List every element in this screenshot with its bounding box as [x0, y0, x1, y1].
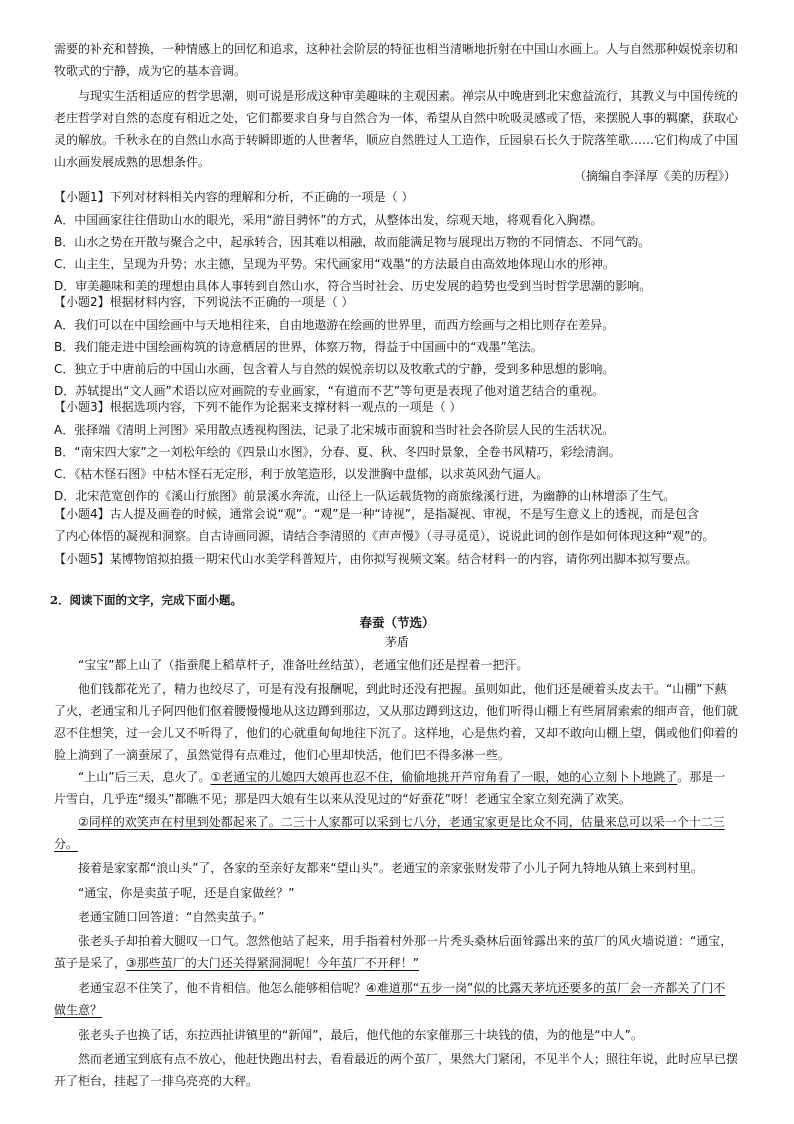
option-line: C．独立于中唐前后的中国山水画，包含着人与自然的娱悦亲切以及牧歌式的宁静，受到多种思想的影响。	[54, 362, 615, 376]
option-line: C．《枯木怪石图》中枯木怪石无定形，利于放笔造形，以发泄胸中盘郁，以求英风劲气逼人。	[54, 467, 549, 481]
text-line: “通宝，你是卖茧子呢，还是自家做丝？”	[78, 886, 295, 900]
underlined-sentence-4-end: 做生意？	[54, 1003, 103, 1017]
text-line: 他们钱都花光了，精力也绞尽了，可是有没有报酬呢，到此时还没有把握。虽则如此，他们还是硬着头皮去干。“山棚”下爇	[78, 682, 727, 696]
text-line: 脸上淌到了一滴蚕尿了，虽然觉得有点难过，他们心里却快活，他们巴不得多淋一些。	[54, 748, 511, 762]
text-line: 忍不住想笑，过一会儿又不听得了，他们的心就重甸甸地往下沉了。这样地，心是焦灼着，又却不敢向山棚上望，偶或他们仰着的	[54, 726, 739, 740]
text-line: 与现实生活相适应的哲学思潮，则可说是形成这种审美趣味的主观因素。禅宗从中晚唐到北宋愈益流行，其教义与中国传统的	[78, 89, 739, 103]
option-line: B．“南宋四大家”之一刘松年绘的《四景山水图》，分春、夏、秋、冬四时景象，全卷书风精巧，彩绘清润。	[54, 445, 621, 459]
text-line: 老庄哲学对自然的态度有相近之处，它们都要求自身与自然合为一体，希望从自然中吮吸灵感或了悟，来摆脱人事的羁縻，获取心	[54, 111, 739, 125]
text-line: 牧歌式的宁静，成为它的基本音调。	[54, 64, 247, 78]
option-line: C．山主生，呈现为升势；水主德，呈现为平势。宋代画家用“戏墨”的方法最自由高效地体现山水的形神。	[54, 257, 615, 271]
underlined-sentence-1: ①老通宝的儿媳四大娘再也忍不住，偷偷地挑开芦帘角看了一眼，她的心立刻卜卜地跳了	[210, 770, 678, 784]
text-line: 张老头子却拍着大腿叹一口气。忽然他站了起来，用手指着村外那一片秃头桑林后面耸露出来的茧厂的风火墙说道：“通宝，	[78, 934, 733, 948]
question-stem: 【小题2】根据材料内容，下列说法不正确的一项是（ ）	[54, 295, 354, 309]
question-stem: 了内心体悟的凝视和洞察。自古诗画同源，请结合李清照的《声声慢》（寻寻觅觅），说说此词的创作是如何体现这种“观”的。	[54, 529, 715, 543]
option-line: D．审美趣味和美的理想由具体人事转到自然山水，符合当时社会、历史发展的趋势也受到当时哲学思潮的影响。	[54, 279, 652, 293]
text-line: 接着是家家都“浪山头”了，各家的至亲好友都来“望山头”。老通宝的亲家张财发带了小儿子阿九特地从镇上来到村里。	[78, 861, 703, 875]
text-line: 灵的解放。千秋永在的自然山水高于转瞬即逝的人世奢华，顺应自然胜过人工造作，丘园泉石长久于院落笙歌……它们构成了中国	[54, 133, 739, 147]
underlined-sentence-2: ②同样的欢笑声在村里到处都起来了。二三十人家都可以采到七八分，老通宝家更是比众不同，估量来总可以采一个十二三	[78, 815, 725, 829]
section-heading: 2．阅读下面的文字，完成下面小题。	[50, 593, 242, 607]
text-line: “宝宝”都上山了（指蚕爬上稻草杆子，准备吐丝结茧），老通宝他们还是捏着一把汗。	[78, 658, 529, 672]
text-line: 开了柜台，挂起了一排乌亮亮的大秤。	[54, 1074, 259, 1088]
story-title: 春蚕（节选）	[359, 615, 435, 630]
text-run: “上山”后三天，息火了。	[78, 770, 211, 784]
question-stem: 【小题5】某博物馆拟拍摄一期宋代山水美学科普短片，由你拟写视频文案。结合材料一的内容，请你列出脚本拟写要点。	[54, 552, 698, 566]
text-line: 山水画发展成熟的思想条件。	[54, 155, 211, 169]
text-line	[78, 811, 764, 833]
option-line: B．我们能走进中国绘画构筑的诗意栖居的世界，体察万物，得益于中国画中的“戏墨”笔法。	[54, 340, 543, 354]
text-line: 需要的补充和替换，一种情感上的回忆和追求，这种社会阶层的特征也相当清晰地折射在中国山水画上。人与自然那种娱悦亲切和	[54, 42, 739, 56]
source-citation: （摘编自李泽厚《美的历程》）	[573, 169, 736, 183]
underlined-sentence-4: ④难道那“五步一岗”似的比露天茅坑还要多的茧厂会一齐都关了门不	[366, 981, 726, 995]
text-line	[54, 999, 740, 1021]
text-line: 了火，老通宝和儿子阿四他们伛着腰慢慢地从这边蹲到那边，又从那边蹲到这边，他们听得山棚上有些屑屑索索的细声音，他们就	[54, 704, 739, 718]
text-run: 老通宝忍不住笑了，他不肯相信。他怎么能够相信呢？	[78, 981, 367, 995]
option-line: A．中国画家往往借助山水的眼光，采用“游目骋怀”的方式，从整体出发，综观天地，将观看化入胸襟。	[54, 213, 603, 227]
text-run: 。那是一	[677, 770, 726, 784]
option-line: A．张择端《清明上河图》采用散点透视构图法，记录了北宋城市面貌和当时社会各阶层人民的生活状况。	[54, 423, 615, 437]
text-line: 张老头子也换了话，东拉西扯讲镇里的“新闻”，最后，他代他的东家催那三十块钱的债，为的他是“中人”。	[78, 1028, 643, 1042]
underlined-sentence-3: ③那些茧厂的大门还关得紧洞洞呢！今年茧厂不开秤！”	[126, 956, 419, 970]
text-line	[78, 977, 764, 999]
text-line: 片雪白，几乎连“缀头”都瞧不见；那是四大娘有生以来从没见过的“好蚕花”呀！老通宝全家立刻充满了欢笑。	[54, 792, 631, 806]
story-author: 茅盾	[384, 635, 409, 649]
option-line: B．山水之势在开散与聚合之中，起承转合，因其难以相融，故而能满足物与展现出万物的不同情态、不同气韵。	[54, 235, 651, 249]
text-line: 然而老通宝到底有点不放心，他赶快跑出村去，看看最近的两个茧厂，果然大门紧闭，不见半个人；照往年说，此时应早已摆	[78, 1052, 739, 1066]
text-line	[78, 766, 764, 788]
text-line	[54, 833, 740, 855]
option-line: D．苏轼提出“文人画”术语以应对画院的专业画家，“有道而不艺”等句更是表现了他对道艺结合的重视。	[54, 384, 605, 398]
question-stem: 【小题1】下列对材料相关内容的理解和分析，不正确的一项是（ ）	[54, 190, 414, 204]
question-stem: 【小题3】根据选项内容，下列不能作为论据来支撑材料一观点的一项是（ ）	[54, 400, 462, 414]
underlined-sentence-2-end: 分。	[54, 837, 79, 851]
text-run: 茧子是采了，	[54, 956, 127, 970]
question-stem: 【小题4】古人提及画卷的时候，通常会说“观”。“观”是一种“诗视”，是指凝视、审视，不是写生意义上的透视，而是包含	[54, 507, 699, 521]
option-line: D．北宋范宽创作的《溪山行旅图》前景溪水奔流，山径上一队运载货物的商旅缘溪行进，为幽静的山林增添了生气。	[54, 489, 676, 503]
option-line: A．我们可以在中国绘画中与天地相往来，自由地遨游在绘画的世界里，而西方绘画与之相比则存在差异。	[54, 318, 615, 332]
text-line	[54, 952, 740, 974]
text-line: 老通宝随口回答道：“自然卖茧子。”	[78, 910, 265, 924]
